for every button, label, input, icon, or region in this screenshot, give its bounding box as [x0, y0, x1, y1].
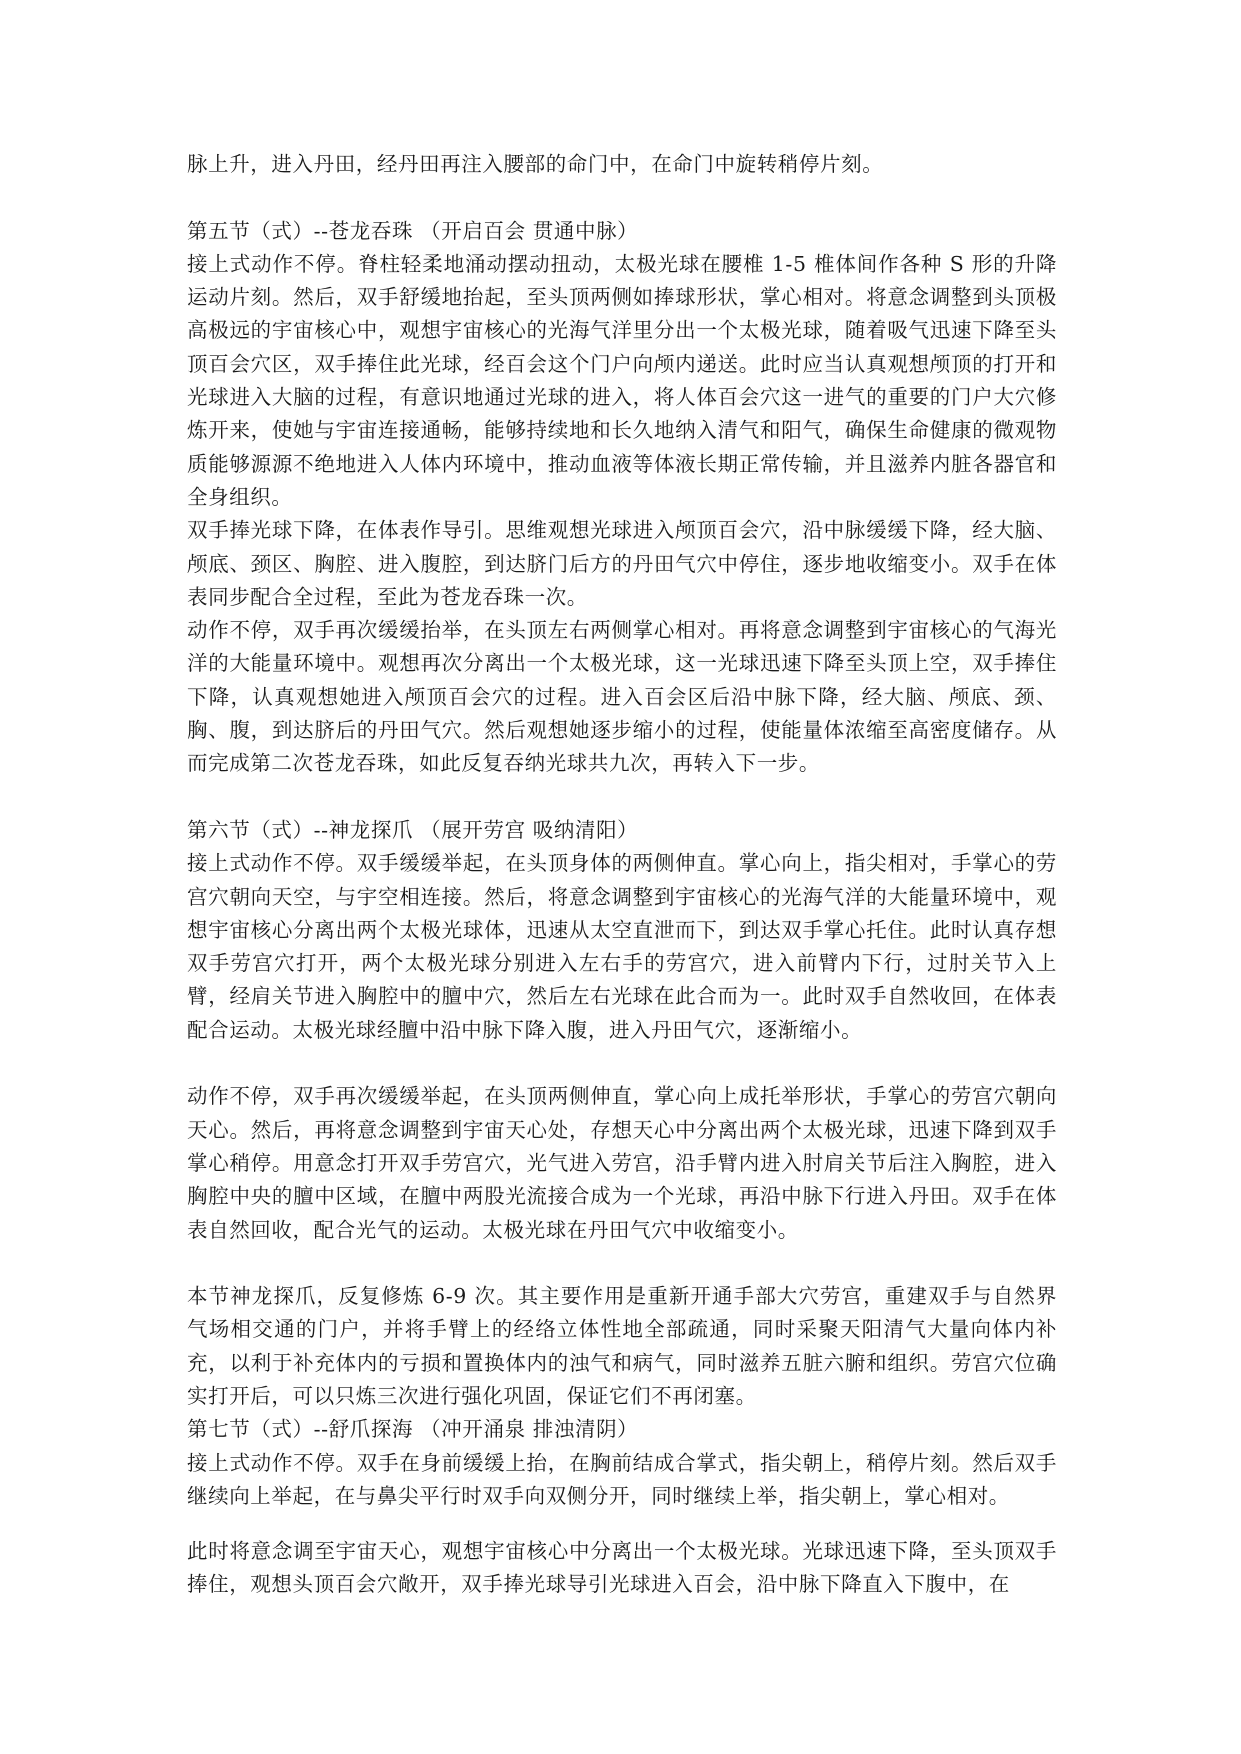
section-7-paragraph-1: 接上式动作不停。双手在身前缓缓上抬，在胸前结成合掌式，指尖朝上，稍停片刻。然后双手继续向上举起，在与鼻尖平行时双手向双侧分开，同时继续上举，指尖朝上，掌心相对。 [187, 1450, 1057, 1508]
section-7-paragraph-2: 此时将意念调至宇宙天心，观想宇宙核心中分离出一个太极光球。光球迅速下降，至头顶双手捧住，观想头顶百会穴敞开，双手捧光球导引光球进入百会，沿中脉下降直入下腹中，在 [187, 1539, 1057, 1597]
spacer [187, 1047, 1057, 1080]
section-5-paragraph-3: 动作不停，双手再次缓缓抬举，在头顶左右两侧掌心相对。再将意念调整到宇宙核心的气海光洋的大能量环境中。观想再次分离出一个太极光球，这一光球迅速下降至头顶上空，双手捧住下降，认真观想她进入颅顶百会穴的过程。进入百会区后沿中脉下降，经大脑、颅底、颈、胸、腹，到达脐后的丹田气穴。然后观想她逐步缩小的过程，使能量体浓缩至高密度储存。从而完成第二次苍龙吞珠，如此反复吞纳光球共九次，再转入下一步。 [187, 618, 1057, 776]
spacer [187, 1513, 1057, 1535]
section-5-heading: 第五节（式）--苍龙吞珠 （开启百会 贯通中脉） [187, 218, 639, 243]
spacer [187, 1247, 1057, 1280]
section-6-heading: 第六节（式）--神龙探爪 （展开劳宫 吸纳清阳） [187, 817, 639, 842]
section-6-paragraph-2: 动作不停，双手再次缓缓举起，在头顶两侧伸直，掌心向上成托举形状，手掌心的劳宫穴朝向天心。然后，再将意念调整到宇宙天心处，存想天心中分离出两个太极光球，迅速下降到双手掌心稍停。用意念打开双手劳宫穴，光气进入劳宫，沿手臂内进入肘肩关节后注入胸腔，进入胸腔中央的膻中区域，在膻中两股光流接合成为一个光球，再沿中脉下行进入丹田。双手在体表自然回收，配合光气的运动。太极光球在丹田气穴中收缩变小。 [187, 1084, 1057, 1242]
paragraph-continuation: 脉上升，进入丹田，经丹田再注入腰部的命门中，在命门中旋转稍停片刻。 [187, 152, 884, 176]
section-6-paragraph-1: 接上式动作不停。双手缓缓举起，在头顶身体的两侧伸直。掌心向上，指尖相对，手掌心的劳宫穴朝向天空，与宇空相连接。然后，将意念调整到宇宙核心的光海气洋的大能量环境中，观想宇宙核心分离出两个太极光球体，迅速从太空直泄而下，到达双手掌心托住。此时认真存想双手劳宫穴打开，两个太极光球分别进入左右手的劳宫穴，进入前臂内下行，过肘关节入上臂，经肩关节进入胸腔中的膻中穴，然后左右光球在此合而为一。此时双手自然收回，在体表配合运动。太极光球经膻中沿中脉下降入腹，进入丹田气穴，逐渐缩小。 [187, 851, 1057, 1042]
section-7-heading: 第七节（式）--舒爪探海 （冲开涌泉 排浊清阴） [187, 1417, 639, 1442]
document-page [187, 148, 1057, 1602]
section-5-paragraph-2: 双手捧光球下降，在体表作导引。思维观想光球进入颅顶百会穴，沿中脉缓缓下降，经大脑、颅底、颈区、胸腔、进入腹腔，到达脐门后方的丹田气穴中停住，逐步地收缩变小。双手在体表同步配合全过程，至此为苍龙吞珠一次。 [187, 518, 1057, 609]
section-5-paragraph-1: 接上式动作不停。脊柱轻柔地涌动摆动扭动，太极光球在腰椎 1-5 椎体间作各种 S 形的升降运动片刻。然后，双手舒缓地抬起，至头顶两侧如捧球形状，掌心相对。将意念调整到头顶极高极远的宇宙核心中，观想宇宙核心的光海气洋里分出一个太极光球，随着吸气迅速下降至头顶百会穴区，双手捧住此光球，经百会这个门户向颅内递送。此时应当认真观想颅顶的打开和光球进入大脑的过程，有意识地通过光球的进入，将人体百会穴这一进气的重要的门户大穴修炼开来，使她与宇宙连接通畅，能够持续地和长久地纳入清气和阳气，确保生命健康的微观物质能够源源不绝地进入人体内环境中，推动血液等体液长期正常传输，并且滋养内脏各器官和全身组织。 [187, 251, 1057, 509]
section-6-paragraph-3: 本节神龙探爪，反复修炼 6-9 次。其主要作用是重新开通手部大穴劳宫，重建双手与自然界气场相交通的门户，并将手臂上的经络立体性地全部疏通，同时采聚天阳清气大量向体内补充，以利于补充体内的亏损和置换体内的浊气和病气，同时滋养五脏六腑和组织。劳宫穴位确实打开后，可以只炼三次进行强化巩固，保证它们不再闭塞。 [187, 1284, 1057, 1408]
spacer [187, 781, 1057, 814]
spacer [187, 181, 1057, 214]
